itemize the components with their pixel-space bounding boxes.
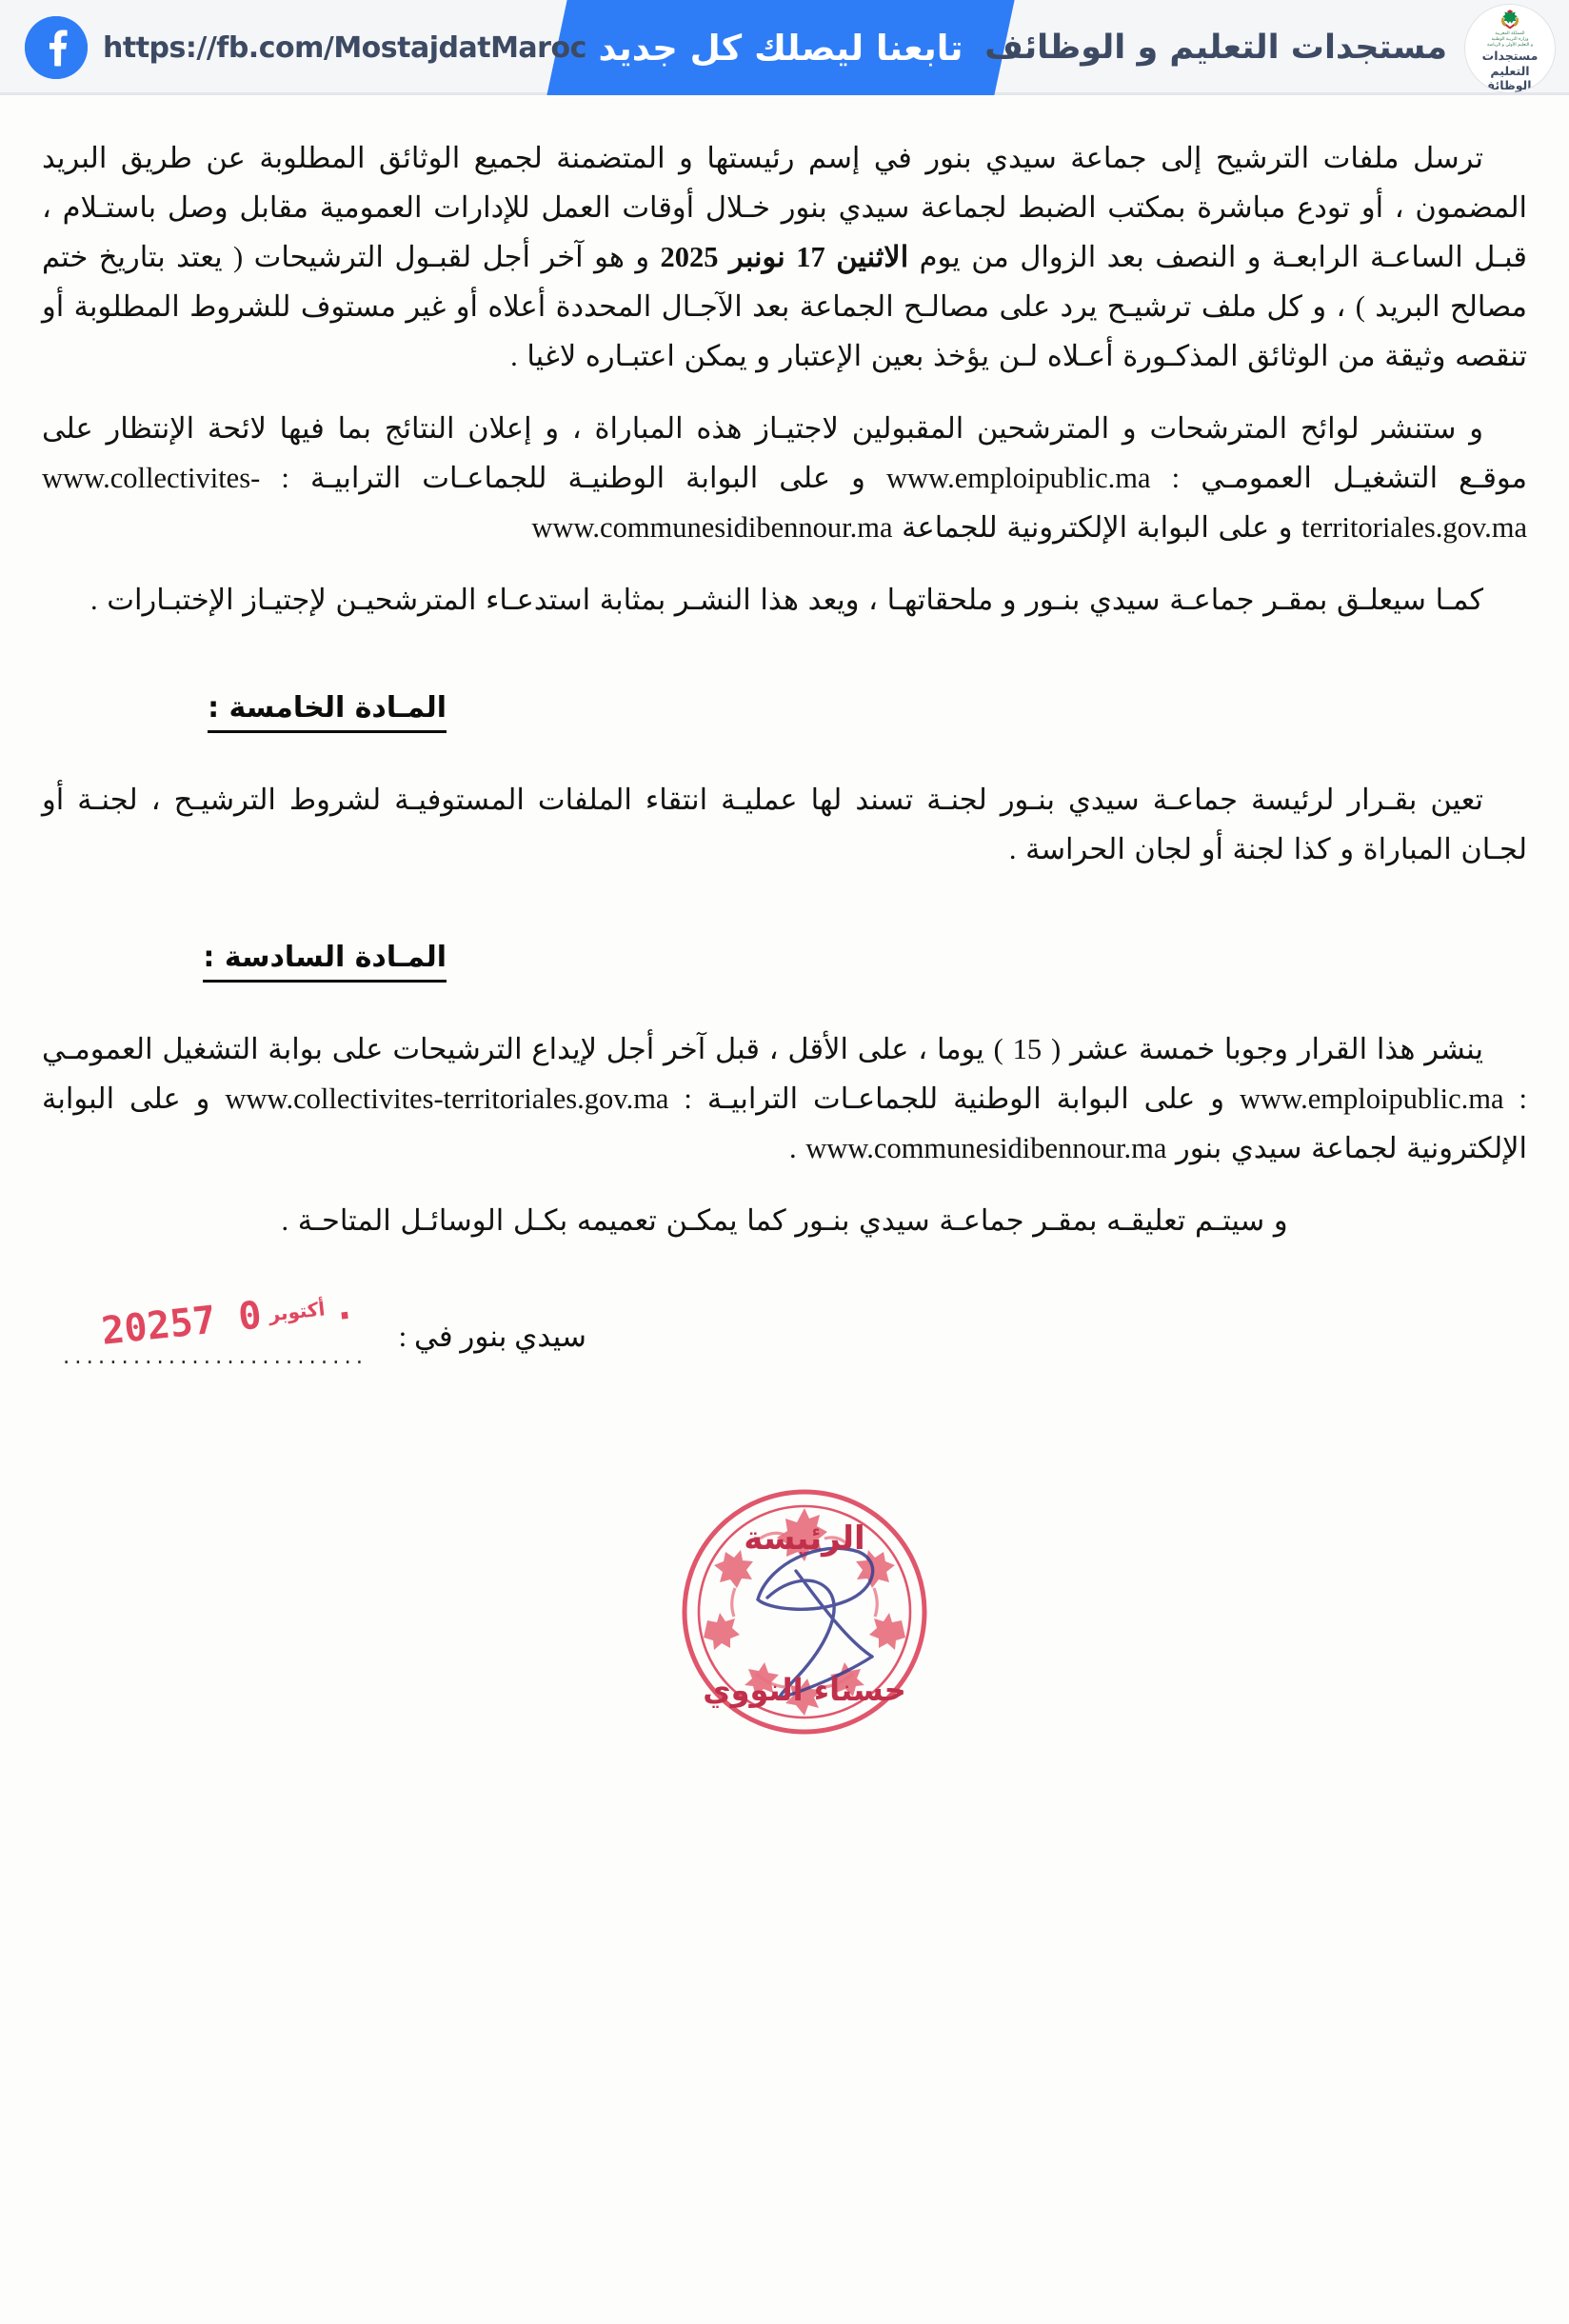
follow-us-ribbon-text: تابعنا ليصلك كل جديد (598, 27, 963, 69)
morocco-coat-of-arms-icon (1494, 10, 1526, 30)
spacer (42, 552, 1527, 575)
inline-url: www.emploipublic.ma (885, 462, 1151, 494)
seal-title-text: الرئيسة (744, 1520, 865, 1558)
official-seal (676, 1483, 933, 1740)
date-stamp-day: 0 7. (190, 1283, 358, 1344)
inline-emphasis: الاثنين 17 نونبر 2025 (660, 241, 909, 273)
paragraph-publication-of-lists (42, 404, 1527, 552)
signature-date-block (42, 1283, 1527, 1457)
inline-url: www.communesidibennour.ma (531, 511, 893, 544)
seal-area (42, 1483, 1527, 1769)
spacer (42, 983, 1527, 1024)
brand-logo-line-1: مستجدات التعليم (1481, 49, 1539, 78)
inline-text: . (788, 1132, 806, 1164)
article-6-closing: و سيتـم تعليقـه بمقـر جماعـة سيدي بنـور كما يمكـن تعميمه بكـل الوسائـل المتاحـة . (281, 1204, 1288, 1237)
place-and-date-label: سيدي بنور في : (398, 1320, 586, 1353)
seal-name-text: حسناء النووي (703, 1672, 906, 1708)
date-dotted-line: .......................... (63, 1344, 368, 1369)
inline-url: www.collectivites-territoriales.gov.ma (225, 1083, 669, 1115)
article-6-heading-row (42, 941, 1527, 983)
article-6-body (42, 1024, 1527, 1173)
site-header-banner (0, 0, 1569, 95)
inline-text: ينشر هذا القرار وجوبا خمسة عشر ( 15 ) يوما ، على الأقل ، قبل آخر أجل لإيداع الترشيحات على بوابة التشغيل العمومـي : (42, 1033, 1527, 1115)
inline-text: و ستنشر لوائح المترشحات و المترشحين المقبولين لاجتيـاز هذه المباراة ، و إعلان النتائج بما فيها لائحة الإنتظار على موقـع التشغيـل العمومـي : (42, 412, 1527, 494)
date-stamp (99, 1283, 357, 1354)
article-5-body: تعين بقـرار لرئيسة جماعـة سيدي بنـور لجنـة تسند لها عمليـة انتقاء الملفات المستوفيـة لشروط الترشيـح ، لجنـة أو لجـان المباراة و كذا لجنة أو لجان الحراسة . (42, 784, 1527, 865)
crest-caption: المملكة المغربية وزارة التربية الوطنية و التعليم الأولي و الرياضة (1486, 30, 1534, 49)
article-5-heading: المـادة الخامسة : (208, 691, 447, 733)
inline-text: و على البوابة الإلكترونية للجماعة (892, 511, 1302, 544)
spacer (42, 625, 1527, 691)
brand-title: مستجدات التعليم و الوظائف (984, 29, 1447, 67)
article-6-heading: المـادة السادسة : (203, 941, 447, 983)
inline-text: و على البوابة الإلكترونية لجماعة سيدي بنور (42, 1083, 1527, 1164)
spacer (42, 733, 1527, 775)
inline-text: و هو آخر أجل لقبـول الترشيحات ( يعتد بتاريخ ختم مصالح البريد ) ، و كل ملف ترشيـح يرد على مصالـح الجماعة بعد الآجـال المحددة أعلاه أو غير مستوف للشروط المطلوبة أو تنقصه وثيقة من الوثائق المذكـورة أعـلاه لـن يؤخذ بعين الإعتبار و يمكن اعتبـاره لاغيا . (42, 241, 1527, 372)
inline-text: و على البوابة الوطنية للجماعـات الترابيـة : (668, 1083, 1240, 1115)
brand-logo-line-2: والوظائف (1480, 77, 1539, 92)
official-seal-icon (676, 1483, 933, 1740)
inline-url: www.emploipublic.ma (1240, 1083, 1504, 1115)
inline-url: www.communesidibennour.ma (805, 1132, 1167, 1164)
inline-text: و على البوابة الوطنيـة للجماعـات الترابيـة : (260, 462, 886, 494)
paragraph-posting-notice (42, 575, 1527, 625)
paragraph-submission-rules (42, 133, 1527, 381)
spacer (42, 381, 1527, 404)
inline-url: www.collectivites-territoriales.gov.ma (42, 462, 1527, 544)
inline-text: ترسل ملفات الترشيح إلى جماعة سيدي بنور في إسم رئيستها و المتضمنة لجميع الوثائق المطلوبة عن طريق البريد المضمون ، أو تودع مباشرة بمكتب الضبط لجماعة سيدي بنور خـلال أوقات العمل للإدارات العمومية مقابل وصل باستـلام ، قبـل الساعـة الرابعـة و النصف بعد الزوال من يوم (42, 142, 1527, 273)
scanned-document (0, 95, 1569, 1769)
facebook-link[interactable] (25, 16, 586, 79)
brand-logo (1464, 4, 1556, 93)
date-stamp-year: 2025 (99, 1301, 196, 1354)
facebook-url-text: https://fb.com/MostajdatMaroc (103, 30, 586, 65)
spacer (42, 874, 1527, 941)
date-stamp-month: أكتوبر (268, 1297, 327, 1326)
facebook-icon (25, 16, 88, 79)
inline-text: كمـا سيعلـق بمقـر جماعـة سيدي بنـور و ملحقاتهـا ، ويعد هذا النشـر بمثابة استدعـاء المترشحيـن لإجتيـاز الإختبـارات . (90, 584, 1483, 616)
spacer (42, 1173, 1527, 1196)
article-5-heading-row (42, 691, 1527, 733)
